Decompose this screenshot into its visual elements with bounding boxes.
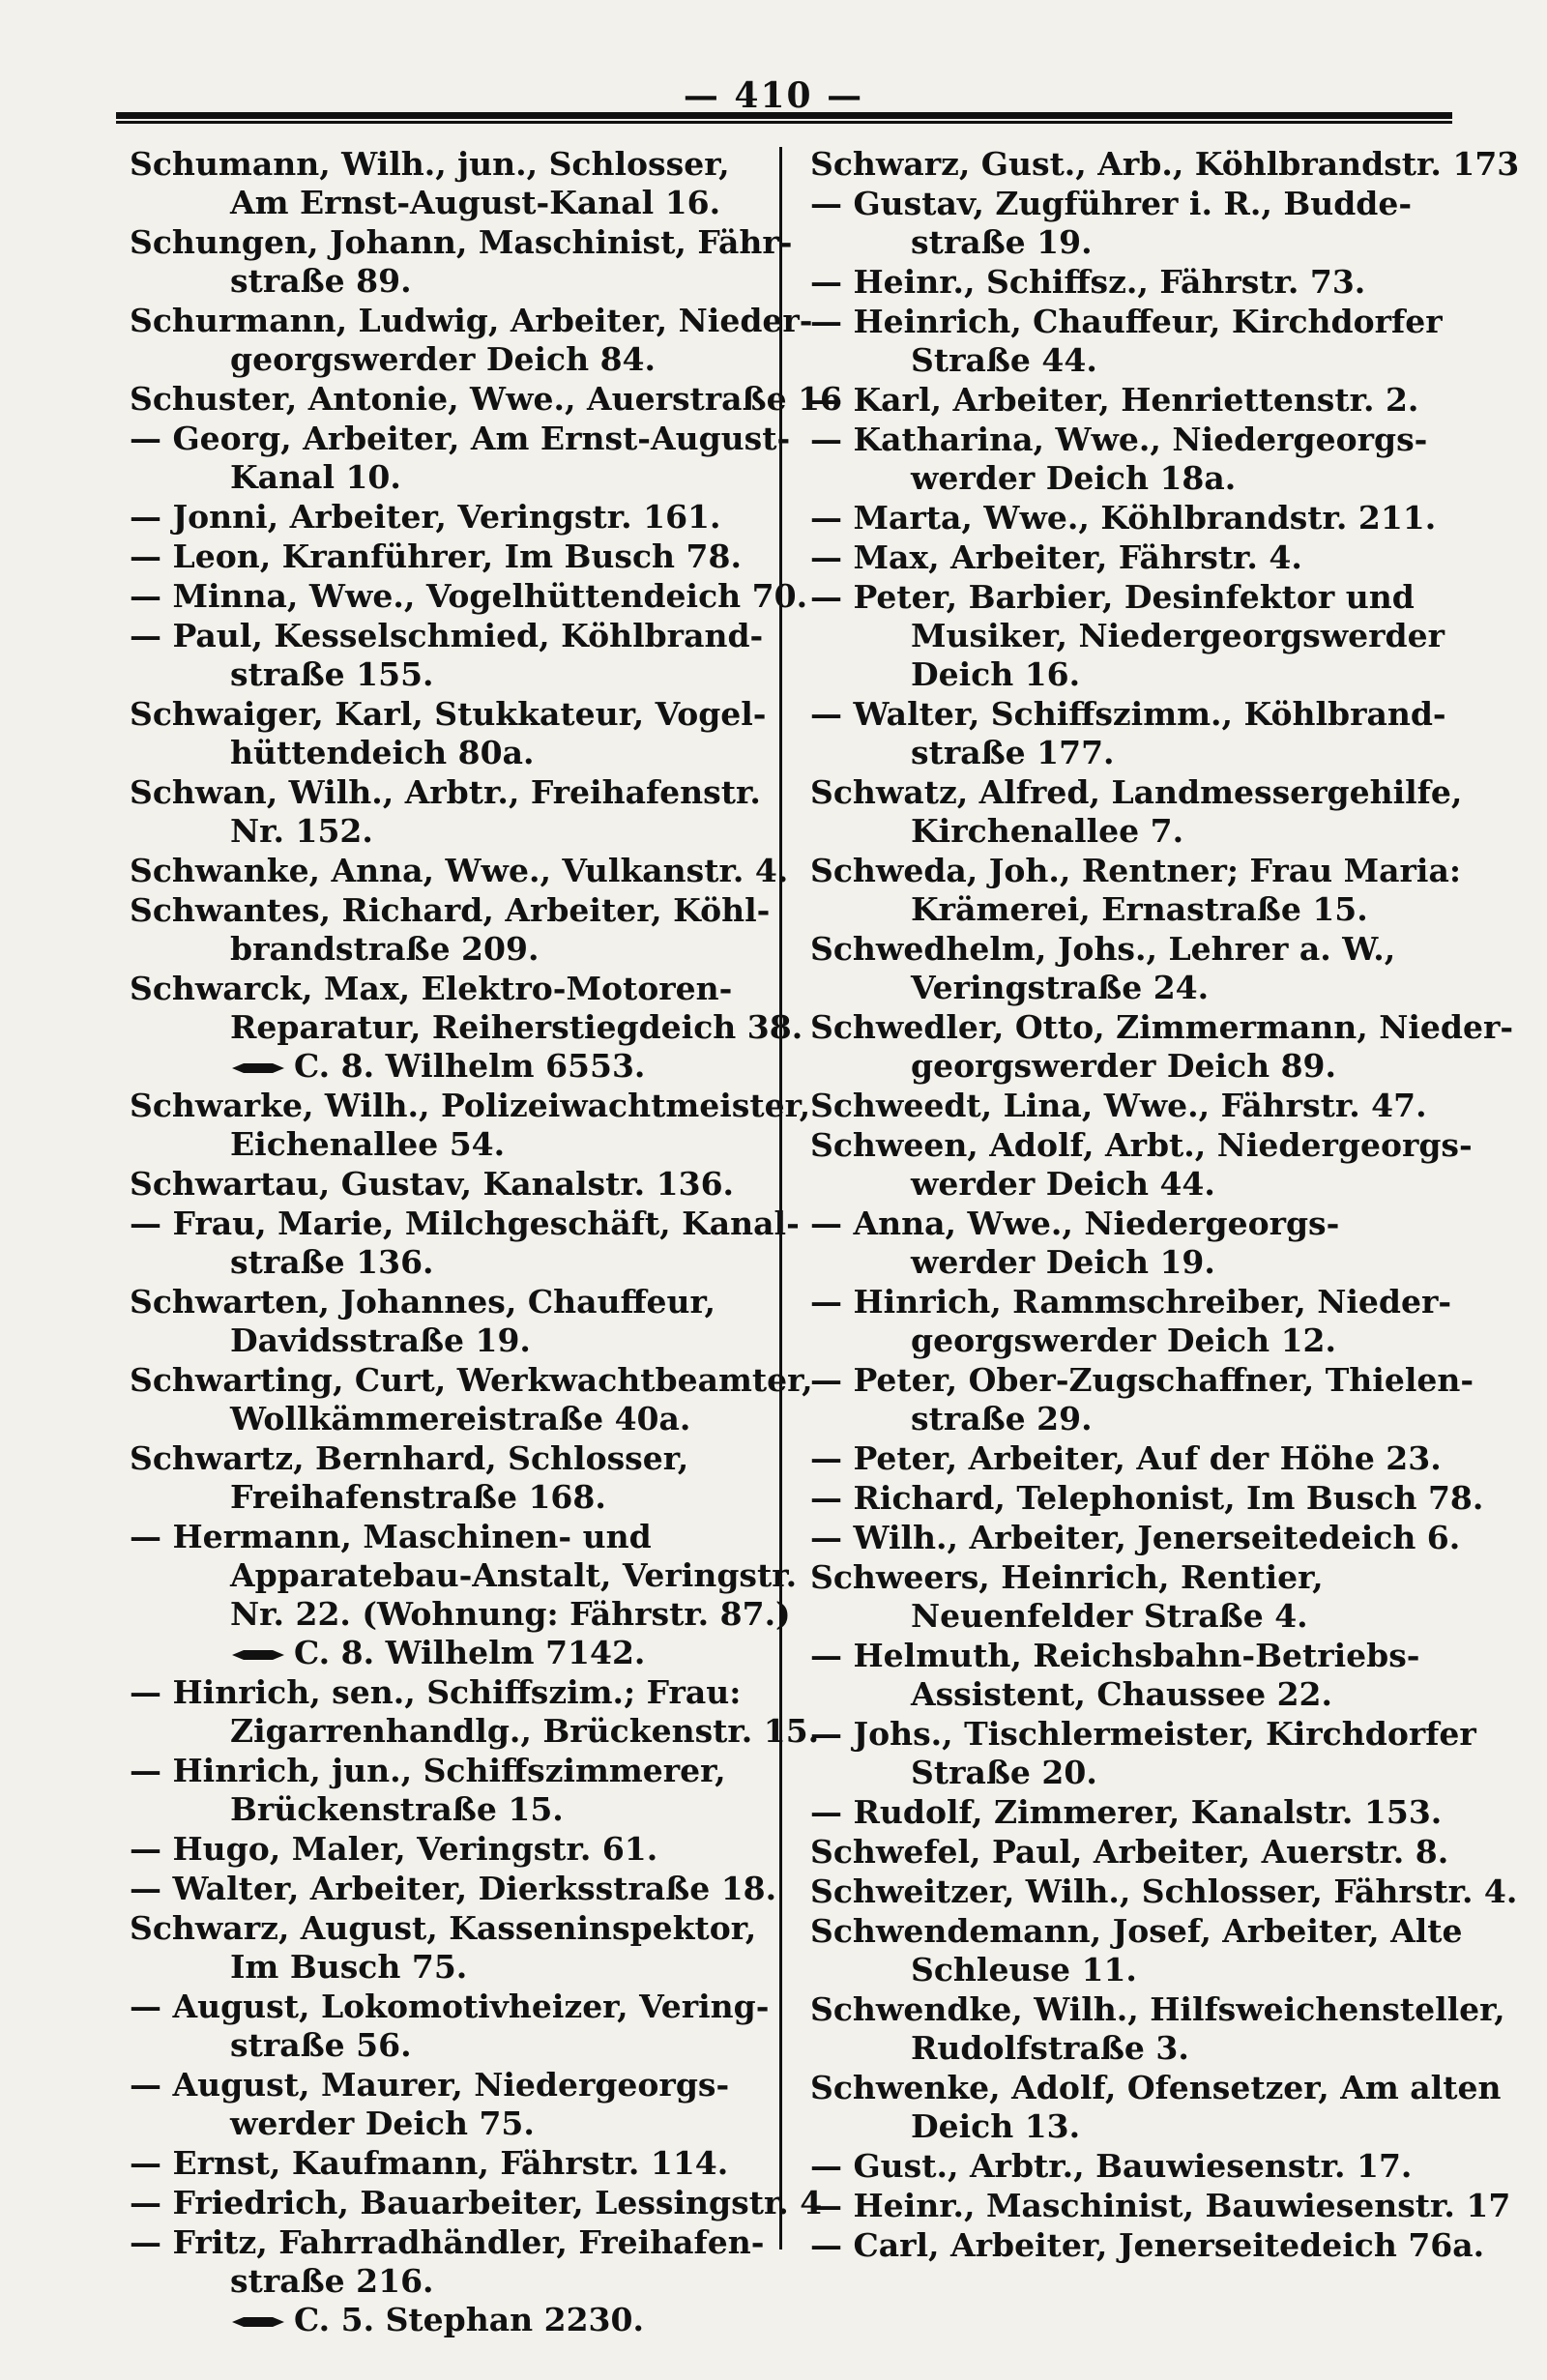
entry-text: brandstraße 209.: [230, 930, 540, 968]
entry-name-line: [130, 1673, 787, 1712]
entry-text: — Heinrich, Chauffeur, Kirchdorfer: [810, 303, 1443, 340]
entry-text: — Katharina, Wwe., Niedergeorgs-: [810, 421, 1428, 458]
entry-name-line: [130, 1165, 787, 1204]
entry-continuation-line: [130, 184, 787, 222]
entry-continuation-line: [810, 734, 1468, 772]
phone-number: C. 5. Stephan 2230.: [294, 2301, 644, 2338]
entry-name-line: [810, 852, 1468, 890]
entry-text: — Karl, Arbeiter, Henriettenstr. 2.: [810, 381, 1419, 419]
entry-name-line: [810, 499, 1468, 537]
entry-name-line: [810, 303, 1468, 341]
entry-text: Reparatur, Reiherstiegdeich 38.: [230, 1008, 803, 1046]
entry-text: werder Deich 19.: [911, 1243, 1215, 1281]
entry-continuation-line: [130, 734, 787, 772]
entry-text: Musiker, Niedergeorgswerder: [911, 617, 1445, 654]
entry-text: Schwarten, Johannes, Chauffeur,: [130, 1283, 716, 1321]
directory-entry: [810, 499, 1468, 537]
entry-text: Krämerei, Ernastraße 15.: [911, 890, 1368, 928]
entry-text: Schwarz, Gust., Arb., Köhlbrandstr. 173: [810, 145, 1520, 183]
entry-name-line: [810, 1205, 1468, 1243]
entry-text: Schwendemann, Josef, Arbeiter, Alte: [810, 1912, 1463, 1950]
entry-name-line: [130, 1205, 800, 1243]
directory-entry: [810, 1126, 1473, 1204]
entry-continuation-line: [810, 969, 1468, 1007]
directory-entry: [810, 538, 1468, 577]
entry-text: — Peter, Barbier, Desinfektor und: [810, 578, 1415, 616]
entry-text: Kirchenallee 7.: [911, 812, 1184, 850]
directory-entry: [810, 1912, 1468, 1989]
entry-text: Schurmann, Ludwig, Arbeiter, Nieder-: [130, 302, 813, 339]
entry-name-line: [810, 1872, 1518, 1911]
directory-entry: [130, 617, 787, 694]
entry-name-line: [130, 2184, 823, 2222]
directory-entry: [130, 1205, 800, 1282]
directory-entry: [810, 1205, 1468, 1282]
right-column: [810, 145, 1520, 2266]
page-number: — 410 —: [683, 75, 864, 116]
directory-entry: [810, 773, 1468, 851]
entry-name-line: [810, 1519, 1468, 1557]
directory-entry: [130, 1439, 787, 1517]
entry-text: straße 155.: [230, 655, 434, 693]
entry-name-line: [810, 1990, 1505, 2029]
directory-entry: [810, 1793, 1468, 1832]
entry-name-line: [810, 1087, 1468, 1125]
entry-name-line: [130, 302, 813, 340]
entry-text: Schwartz, Bernhard, Schlosser,: [130, 1439, 689, 1477]
entry-name-line: [130, 1361, 813, 1400]
directory-entry: [810, 578, 1468, 694]
entry-text: Schuster, Antonie, Wwe., Auerstraße 16: [130, 380, 843, 418]
entry-name-line: [130, 2066, 787, 2104]
entry-name-line: [130, 420, 791, 458]
entry-text: — Paul, Kesselschmied, Köhlbrand-: [130, 617, 764, 654]
directory-entry: [810, 1990, 1505, 2068]
entry-text: — August, Maurer, Niedergeorgs-: [130, 2066, 730, 2104]
entry-name-line: [810, 1637, 1468, 1675]
directory-entry: [810, 2226, 1485, 2265]
entry-name-line: [810, 2226, 1485, 2265]
telephone-icon: [230, 2315, 286, 2329]
entry-text: Schwarke, Wilh., Polizeiwachtmeister,: [130, 1087, 811, 1124]
entry-continuation-line: [810, 341, 1468, 380]
entry-continuation-line: [810, 1321, 1468, 1360]
entry-text: — Heinr., Maschinist, Bauwiesenstr. 17: [810, 2187, 1511, 2224]
entry-name-line: [810, 421, 1468, 459]
directory-entry: [810, 1872, 1518, 1911]
entry-continuation-line: [810, 617, 1468, 655]
entry-continuation-line: [130, 812, 787, 851]
entry-name-line: [810, 773, 1468, 812]
entry-text: Davidsstraße 19.: [230, 1321, 531, 1359]
entry-name-line: [130, 1909, 787, 1948]
directory-entry: [130, 891, 787, 969]
directory-entry: [130, 1909, 787, 1987]
entry-text: hüttendeich 80a.: [230, 734, 535, 771]
entry-text: Deich 16.: [911, 655, 1081, 693]
entry-name-line: [130, 537, 787, 576]
entry-text: werder Deich 18a.: [911, 459, 1237, 497]
entry-text: werder Deich 75.: [230, 2104, 535, 2142]
entry-continuation-line: [810, 1047, 1468, 1086]
directory-entry: [810, 930, 1468, 1007]
entry-continuation-line: [130, 1321, 787, 1360]
directory-entry: [130, 1518, 798, 1672]
entry-text: — Hinrich, sen., Schiffszim.; Frau:: [130, 1673, 742, 1711]
entry-continuation-line: [130, 1556, 798, 1595]
directory-entry: [810, 1087, 1468, 1125]
directory-entry: [810, 1519, 1468, 1557]
entry-text: Schwartau, Gustav, Kanalstr. 136.: [130, 1165, 735, 1203]
directory-entry: [810, 1283, 1468, 1360]
entry-name-line: [810, 2187, 1511, 2225]
entry-name-line: [810, 185, 1468, 223]
entry-continuation-line: [130, 1478, 787, 1517]
entry-continuation-line: [130, 1948, 787, 1987]
entry-text: Schwarck, Max, Elektro-Motoren-: [130, 970, 733, 1007]
entry-name-line: [130, 852, 787, 890]
entry-continuation-line: [130, 1712, 820, 1751]
entry-text: straße 216.: [230, 2262, 434, 2300]
entry-continuation-line: [130, 1790, 787, 1829]
directory-entry: [130, 1673, 820, 1751]
directory-entry: [130, 2144, 787, 2183]
entry-text: straße 56.: [230, 2026, 412, 2064]
entry-text: — Hinrich, Rammschreiber, Nieder-: [810, 1283, 1452, 1321]
entry-text: — Minna, Wwe., Vogelhüttendeich 70.: [130, 577, 808, 615]
entry-text: Freihafenstraße 168.: [230, 1478, 606, 1516]
directory-entry: [130, 1870, 787, 1908]
directory-entry: [810, 2069, 1502, 2146]
entry-text: Schumann, Wilh., jun., Schlosser,: [130, 145, 730, 183]
entry-name-line: [810, 1283, 1468, 1321]
entry-name-line: [810, 1715, 1476, 1754]
entry-continuation-line: [130, 655, 787, 694]
entry-name-line: [810, 1833, 1468, 1872]
entry-name-line: [130, 380, 843, 419]
entry-continuation-line: [130, 930, 787, 969]
entry-text: Schungen, Johann, Maschinist, Fähr-: [130, 223, 793, 261]
entry-name-line: [130, 1870, 787, 1908]
entry-name-line: [810, 930, 1468, 969]
directory-entry: [130, 773, 787, 851]
directory-entry: [810, 185, 1468, 262]
entry-text: — Johs., Tischlermeister, Kirchdorfer: [810, 1715, 1476, 1753]
entry-name-line: [810, 1008, 1514, 1047]
entry-name-line: [130, 1752, 787, 1790]
entry-text: — Frau, Marie, Milchgeschäft, Kanal-: [130, 1205, 800, 1242]
directory-entry: [130, 420, 791, 497]
entry-name-line: [810, 263, 1468, 302]
entry-text: Schwan, Wilh., Arbtr., Freihafenstr.: [130, 773, 761, 811]
directory-entry: [130, 223, 793, 301]
entry-text: Brückenstraße 15.: [230, 1790, 564, 1828]
entry-continuation-line: [130, 1595, 791, 1634]
entry-text: — Helmuth, Reichsbahn-Betriebs-: [810, 1637, 1420, 1674]
directory-entry: [130, 1988, 787, 2065]
entry-text: straße 29.: [911, 1400, 1093, 1437]
entry-name-line: [130, 1439, 787, 1478]
entry-text: Schween, Adolf, Arbt., Niedergeorgs-: [810, 1126, 1473, 1164]
entry-text: — Walter, Arbeiter, Dierksstraße 18.: [130, 1870, 777, 1907]
entry-text: — Walter, Schiffszimm., Köhlbrand-: [810, 695, 1446, 733]
entry-name-line: [810, 1361, 1474, 1400]
directory-entry: [130, 498, 787, 537]
entry-text: — Richard, Telephonist, Im Busch 78.: [810, 1479, 1484, 1517]
entry-name-line: [130, 617, 787, 655]
directory-entry: [130, 1087, 811, 1164]
entry-text: Schwarz, August, Kasseninspektor,: [130, 1909, 757, 1947]
entry-name-line: [130, 1988, 787, 2026]
directory-entry: [810, 1361, 1474, 1438]
entry-text: Schwefel, Paul, Arbeiter, Auerstr. 8.: [810, 1833, 1449, 1871]
entry-text: Schwarting, Curt, Werkwachtbeamter,: [130, 1361, 813, 1399]
directory-entry: [810, 263, 1468, 302]
entry-continuation-line: [130, 1008, 803, 1047]
entry-text: Schleuse 11.: [911, 1951, 1137, 1988]
entry-text: straße 177.: [911, 734, 1115, 771]
entry-text: — Jonni, Arbeiter, Veringstr. 161.: [130, 498, 721, 536]
entry-text: — Max, Arbeiter, Fährstr. 4.: [810, 538, 1302, 576]
entry-text: Veringstraße 24.: [911, 969, 1210, 1006]
entry-continuation-line: [810, 223, 1468, 262]
entry-text: — Carl, Arbeiter, Jenerseitedeich 76a.: [810, 2226, 1485, 2264]
entry-text: — Anna, Wwe., Niedergeorgs-: [810, 1205, 1340, 1242]
entry-continuation-line: [130, 2104, 787, 2143]
entry-name-line: [130, 970, 787, 1008]
entry-name-line: [810, 578, 1468, 617]
entry-name-line: [130, 2144, 787, 2183]
directory-entry: [130, 2184, 823, 2222]
entry-continuation-line: [810, 1754, 1468, 1792]
entry-continuation-line: [810, 1243, 1468, 1282]
entry-text: georgswerder Deich 12.: [911, 1321, 1336, 1359]
directory-entry: [810, 852, 1468, 929]
header-rule: [116, 112, 1452, 124]
entry-name-line: [130, 695, 787, 734]
entry-continuation-line: [130, 458, 787, 497]
entry-name-line: [810, 1126, 1473, 1165]
entry-text: — Leon, Kranführer, Im Busch 78.: [130, 537, 742, 575]
entry-text: — Gustav, Zugführer i. R., Budde-: [810, 185, 1413, 222]
directory-entry: [810, 1833, 1468, 1872]
entry-text: Wollkämmereistraße 40a.: [230, 1400, 691, 1437]
entry-name-line: [130, 1087, 811, 1125]
entry-continuation-line: [130, 262, 787, 301]
entry-text: — Fritz, Fahrradhändler, Freihafen-: [130, 2223, 765, 2261]
directory-entry: [810, 2147, 1468, 2186]
entry-continuation-line: [130, 2301, 787, 2339]
entry-text: Schwantes, Richard, Arbeiter, Köhl-: [130, 891, 771, 929]
directory-entry: [130, 970, 803, 1086]
entry-text: Am Ernst-August-Kanal 16.: [230, 184, 721, 221]
entry-text: georgswerder Deich 84.: [230, 340, 656, 378]
entry-text: — Wilh., Arbeiter, Jenerseitedeich 6.: [810, 1519, 1461, 1556]
entry-text: Schweda, Joh., Rentner; Frau Maria:: [810, 852, 1462, 889]
entry-name-line: [130, 577, 808, 616]
directory-entry: [130, 2223, 787, 2339]
entry-text: Schweitzer, Wilh., Schlosser, Fährstr. 4.: [810, 1872, 1518, 1910]
directory-entry: [810, 695, 1468, 772]
directory-entry: [130, 2066, 787, 2143]
entry-continuation-line: [130, 340, 787, 379]
directory-entry: [810, 1637, 1468, 1714]
directory-entry: [810, 1558, 1468, 1636]
directory-entry: [810, 381, 1468, 420]
entry-text: georgswerder Deich 89.: [911, 1047, 1336, 1085]
entry-name-line: [810, 1793, 1468, 1832]
entry-continuation-line: [130, 1634, 787, 1672]
entry-continuation-line: [810, 1165, 1468, 1204]
entry-text: Schwatz, Alfred, Landmessergehilfe,: [810, 773, 1463, 811]
directory-entry: [130, 380, 843, 419]
entry-text: — Hinrich, jun., Schiffszimmerer,: [130, 1752, 726, 1789]
entry-text: Assistent, Chaussee 22.: [911, 1675, 1333, 1713]
entry-name-line: [810, 538, 1468, 577]
entry-name-line: [810, 2069, 1502, 2107]
telephone-icon: [230, 1648, 286, 1662]
directory-entry: [810, 421, 1468, 498]
entry-text: Deich 13.: [911, 2107, 1081, 2145]
entry-continuation-line: [810, 459, 1468, 498]
directory-entry: [130, 1361, 813, 1438]
directory-entry: [810, 1008, 1514, 1086]
directory-entry: [810, 1479, 1484, 1518]
directory-entry: [810, 1715, 1476, 1792]
entry-name-line: [810, 1912, 1468, 1951]
entry-name-line: [810, 381, 1468, 420]
entry-text: — Hermann, Maschinen- und: [130, 1518, 652, 1555]
directory-entry: [130, 1752, 787, 1829]
directory-entry: [130, 1165, 787, 1204]
entry-text: Schwenke, Adolf, Ofensetzer, Am alten: [810, 2069, 1502, 2106]
entry-continuation-line: [810, 890, 1468, 929]
entry-text: — Rudolf, Zimmerer, Kanalstr. 153.: [810, 1793, 1443, 1831]
entry-text: Kanal 10.: [230, 458, 401, 496]
entry-text: werder Deich 44.: [911, 1165, 1215, 1203]
entry-name-line: [130, 773, 787, 812]
phone-number: C. 8. Wilhelm 7142.: [294, 1634, 646, 1671]
entry-name-line: [810, 1479, 1484, 1518]
entry-continuation-line: [130, 2262, 787, 2301]
entry-name-line: [130, 1283, 787, 1321]
entry-text: straße 136.: [230, 1243, 434, 1281]
entry-name-line: [130, 498, 787, 537]
entry-text: Straße 20.: [911, 1754, 1097, 1791]
entry-name-line: [130, 1518, 787, 1556]
entry-text: Straße 44.: [911, 341, 1097, 379]
entry-text: Schwedler, Otto, Zimmermann, Nieder-: [810, 1008, 1514, 1046]
entry-name-line: [130, 1830, 787, 1869]
entry-name-line: [130, 223, 793, 262]
directory-entry: [130, 302, 813, 379]
directory-entry: [810, 1439, 1468, 1478]
entry-continuation-line: [130, 1243, 787, 1282]
directory-entry: [130, 1283, 787, 1360]
entry-name-line: [810, 2147, 1468, 2186]
directory-entry: [810, 2187, 1511, 2225]
phone-number: C. 8. Wilhelm 6553.: [294, 1047, 646, 1085]
entry-continuation-line: [810, 2029, 1468, 2068]
entry-text: Schweers, Heinrich, Rentier,: [810, 1558, 1324, 1596]
entry-name-line: [130, 145, 787, 184]
directory-entry: [130, 577, 808, 616]
entry-continuation-line: [810, 1400, 1468, 1438]
entry-text: — Marta, Wwe., Köhlbrandstr. 211.: [810, 499, 1437, 537]
entry-text: — August, Lokomotivheizer, Vering-: [130, 1988, 770, 2025]
entry-continuation-line: [810, 1951, 1468, 1989]
entry-text: Schwanke, Anna, Wwe., Vulkanstr. 4.: [130, 852, 789, 889]
entry-continuation-line: [130, 1125, 787, 1164]
entry-text: straße 89.: [230, 262, 412, 300]
entry-text: — Heinr., Schiffsz., Fährstr. 73.: [810, 263, 1366, 301]
directory-entry: [810, 303, 1468, 380]
directory-entry: [130, 852, 787, 890]
entry-name-line: [130, 891, 787, 930]
entry-text: Neuenfelder Straße 4.: [911, 1597, 1308, 1635]
left-column: [130, 145, 843, 2340]
entry-continuation-line: [810, 1675, 1468, 1714]
entry-continuation-line: [810, 655, 1468, 694]
entry-text: Apparatebau-Anstalt, Veringstr.: [230, 1556, 798, 1594]
directory-entry: [810, 145, 1520, 184]
entry-name-line: [810, 1558, 1468, 1597]
directory-entry: [130, 145, 787, 222]
entry-text: — Peter, Arbeiter, Auf der Höhe 23.: [810, 1439, 1442, 1477]
entry-continuation-line: [810, 812, 1468, 851]
entry-text: — Peter, Ober-Zugschaffner, Thielen-: [810, 1361, 1474, 1399]
directory-entry: [130, 1830, 787, 1869]
entry-text: — Hugo, Maler, Veringstr. 61.: [130, 1830, 658, 1868]
entry-text: Schwedhelm, Johs., Lehrer a. W.,: [810, 930, 1396, 968]
entry-text: Rudolfstraße 3.: [911, 2029, 1189, 2067]
entry-text: Schweedt, Lina, Wwe., Fährstr. 47.: [810, 1087, 1427, 1124]
entry-text: — Friedrich, Bauarbeiter, Lessingstr. 4: [130, 2184, 823, 2221]
entry-text: Nr. 22. (Wohnung: Fährstr. 87.): [230, 1595, 791, 1633]
entry-text: Im Busch 75.: [230, 1948, 468, 1986]
entry-text: Zigarrenhandlg., Brückenstr. 15.: [230, 1712, 820, 1750]
entry-text: Schwaiger, Karl, Stukkateur, Vogel-: [130, 695, 767, 733]
entry-text: — Gust., Arbtr., Bauwiesenstr. 17.: [810, 2147, 1413, 2185]
entry-text: — Ernst, Kaufmann, Fährstr. 114.: [130, 2144, 729, 2182]
entry-text: straße 19.: [911, 223, 1093, 261]
entry-name-line: [810, 695, 1468, 734]
entry-text: — Georg, Arbeiter, Am Ernst-August-: [130, 420, 791, 457]
entry-text: Eichenallee 54.: [230, 1125, 506, 1163]
directory-entry: [130, 695, 787, 772]
entry-continuation-line: [130, 1400, 787, 1438]
entry-text: Schwendke, Wilh., Hilfsweichensteller,: [810, 1990, 1505, 2028]
telephone-icon: [230, 1061, 286, 1075]
directory-entry: [130, 537, 787, 576]
entry-name-line: [810, 1439, 1468, 1478]
entry-continuation-line: [130, 2026, 787, 2065]
entry-continuation-line: [130, 1047, 787, 1086]
entry-continuation-line: [810, 1597, 1468, 1636]
entry-text: Nr. 152.: [230, 812, 373, 850]
entry-name-line: [810, 145, 1520, 184]
entry-name-line: [130, 2223, 787, 2262]
entry-continuation-line: [810, 2107, 1468, 2146]
